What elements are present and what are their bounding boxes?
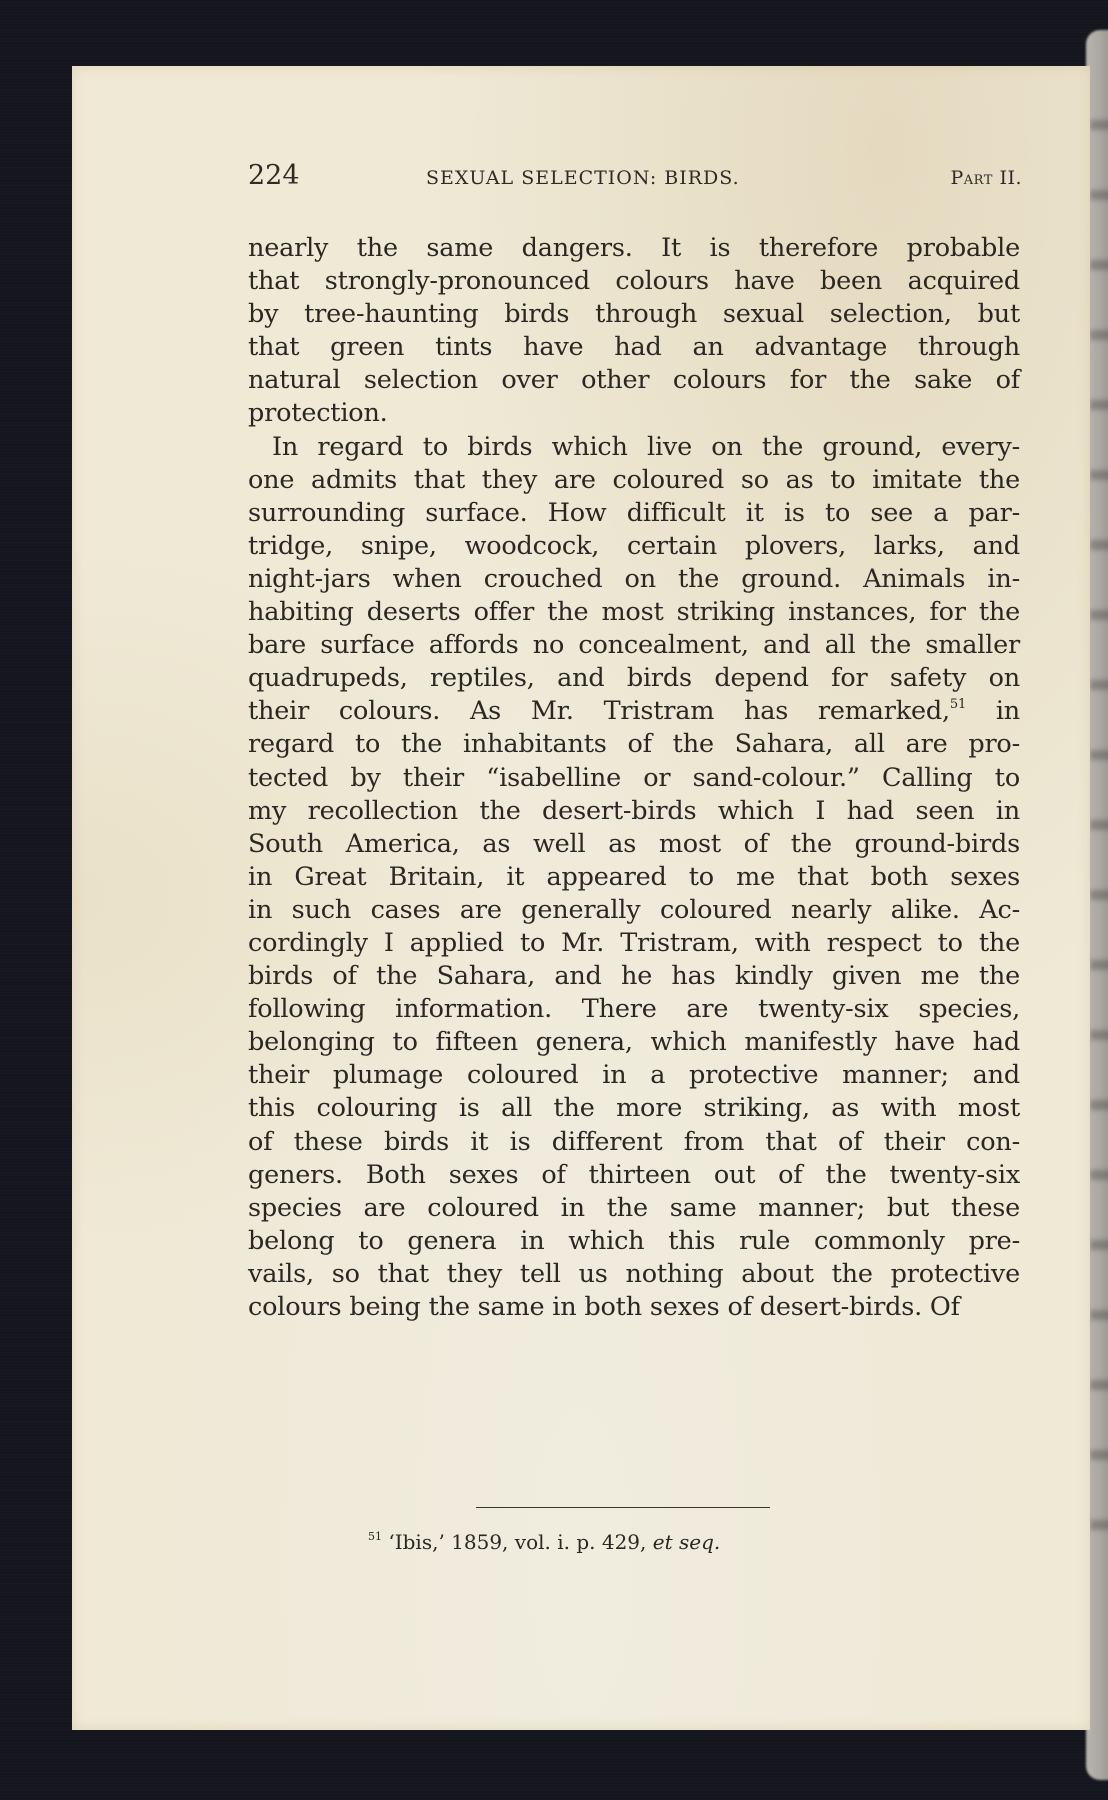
text-line: that green tints have had an advantage through [248, 332, 1020, 363]
running-head [248, 160, 1022, 200]
text-line: belong to genera in which this rule commonly pre- [248, 1225, 1020, 1256]
text-line: tected by their “isabelline or sand-colour.” Calling to [248, 762, 1020, 793]
text-line: in such cases are generally coloured nearly alike. Ac- [248, 894, 1020, 925]
text-line: natural selection over other colours for the sake of [248, 365, 1020, 396]
text-line: habiting deserts offer the most striking instances, for the [248, 597, 1020, 628]
text-line: night-jars when crouched on the ground. Animals in- [248, 563, 1020, 594]
text-line: species are coloured in the same manner; but these [248, 1192, 1020, 1223]
text-segment: their colours. As Mr. Tristram has remarked, [248, 696, 950, 727]
text-line: of these birds it is different from that of their con- [248, 1126, 1020, 1157]
text-line: birds of the Sahara, and he has kindly given me the [248, 961, 1020, 992]
text-line: vails, so that they tell us nothing about the protective [248, 1258, 1020, 1289]
text-line: quadrupeds, reptiles, and birds depend for safety on [248, 663, 1020, 694]
text-segment: in [966, 696, 1020, 727]
text-line: one admits that they are coloured so as to imitate the [248, 464, 1020, 495]
text-line: surrounding surface. How difficult it is to see a par- [248, 497, 1020, 528]
text-line [248, 695, 1020, 728]
footnote-source: ‘Ibis,’ 1859, vol. i. p. 429, [388, 1530, 653, 1554]
chapter-title: SEXUAL SELECTION: BIRDS. [426, 167, 740, 189]
text-line: in Great Britain, it appeared to me that both sexes [248, 861, 1020, 892]
footnote-italic: et seq. [652, 1530, 721, 1554]
text-line: bare surface affords no concealment, and all the smaller [248, 630, 1020, 661]
text-line: regard to the inhabitants of the Sahara, all are pro- [248, 729, 1020, 760]
part-label: Part II. [950, 167, 1022, 189]
text-line: belonging to fifteen genera, which manifestly have had [248, 1027, 1020, 1058]
text-line: their plumage coloured in a protective manner; and [248, 1060, 1020, 1091]
text-line: In regard to birds which live on the ground, every- [272, 431, 1020, 462]
text-line: following information. There are twenty-six species, [248, 994, 1020, 1025]
text-line: colours being the same in both sexes of desert-birds. Of [248, 1292, 960, 1322]
text-line: cordingly I applied to Mr. Tristram, with respect to the [248, 927, 1020, 958]
text-line: South America, as well as most of the ground-birds [248, 828, 1020, 859]
text-line: by tree-haunting birds through sexual selection, but [248, 299, 1020, 330]
text-line: my recollection the desert-birds which I had seen in [248, 795, 1020, 826]
text-line: that strongly-pronounced colours have been acquired [248, 266, 1020, 297]
text-line: protection. [248, 398, 388, 429]
footnote-rule [476, 1507, 770, 1508]
text-line: tridge, snipe, woodcock, certain plovers, larks, and [248, 530, 1020, 561]
footnote [368, 1530, 720, 1554]
footnote-reference[interactable]: 51 [949, 697, 967, 713]
text-line: nearly the same dangers. It is therefore probable [248, 233, 1020, 263]
text-line: geners. Both sexes of thirteen out of the twenty-six [248, 1159, 1020, 1190]
body-text [248, 232, 1020, 1324]
text-line: this colouring is all the more striking, as with most [248, 1093, 1020, 1124]
footnote-number: 51 [368, 1530, 382, 1543]
page-number: 224 [248, 160, 300, 191]
